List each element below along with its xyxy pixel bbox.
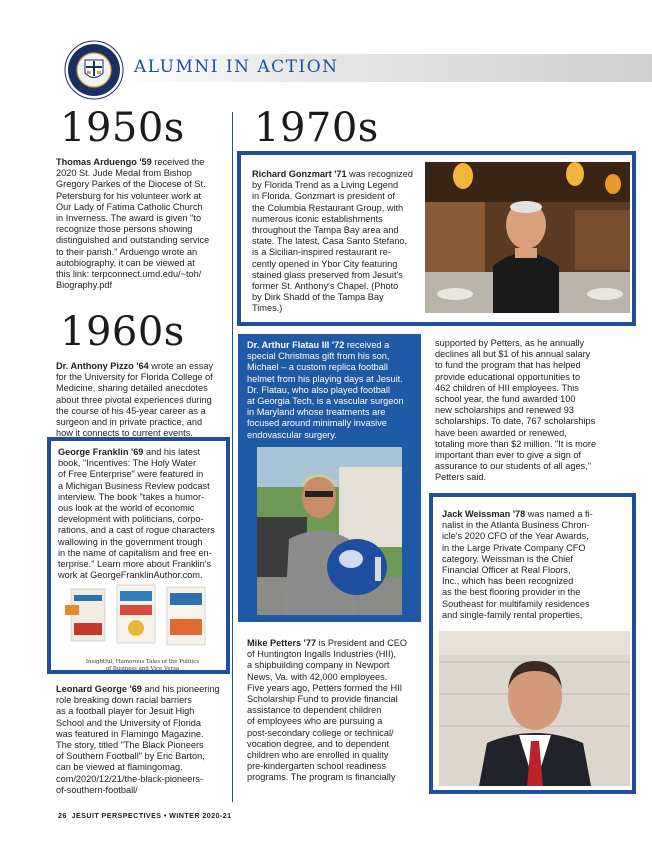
book-covers-image [65,583,215,661]
entry-text: received a special Christmas gift from his son, Michael – a custom replica football helmet from his playing days at Jesuit. Dr. Flatau, who also played football at Georgia Tech, is a vascular surgeon in Maryland whose treatments are focused around minimally invasive endovascular surgery. [247,340,404,440]
flatau-photo [257,447,402,615]
entry-name: Richard Gonzmart '71 [252,169,347,179]
entry-franklin [58,447,226,581]
entry-leonard [56,684,228,796]
decade-heading-1960s: 1960s [60,309,185,355]
entry-name: Dr. Anthony Pizzo '64 [56,361,149,371]
entry-text: was named a fi- nalist in the Atlanta Business Chron- icle's 2020 CFO of the Year Awards, in the Large Private Company CFO category. Weissman is the Chief Financial Officer at Real Floors, Inc., which has been recognized as the best flooring provider in the Southeast for multifamily residences and single-family rental properties, [442,509,593,620]
entry-name: Thomas Arduengo '59 [56,157,152,167]
publication-name: JESUIT PERSPECTIVES • WINTER 2020-21 [71,811,232,820]
entry-petters [247,638,423,784]
entry-pizzo [56,361,228,439]
entry-flatau [247,340,419,441]
entry-name: Jack Weissman '78 [442,509,526,519]
decade-heading-1950s: 1950s [60,105,185,151]
entry-text: received the 2020 St. Jude Medal from Bishop Gregory Parkes of the Diocese of St. Petersburg for his volunteer work at Our Lady of Fatima Catholic Church in Inverness. The award is given "to recognize those persons showing distinguished and outstanding service to their parish." Arduengo wrote an autobiography, it can be viewed at this link: terpconnect.umd.edu/~toh/ Biography.pdf [56,157,210,291]
gonzmart-photo [425,162,630,313]
entry-text: and his pioneering role breaking down racial barriers as a football player for Jesuit High School and the University of Florida was featured in Flamingo Magazine. The story, titled "The Black Pioneers of Southern Football" by Eric Barton, can be viewed at flamingomag. com/2020/12/21/the-black-pioneers- of-southern-football/ [56,684,220,795]
page-number: 26 [58,811,67,820]
weissman-box [429,493,636,794]
entry-text: was recognized by Florida Trend as a Living Legend in Florida. Gonzmart is president of the Columbia Restaurant Group, with numerous iconic establishments throughout the Tampa Bay area and state. The latest, Casa Santo Stefano, is a Sicilian-inspired restaurant re- cently opened in Ybor City featuring stained glass preserved from Jesuit's former St. Anthony's Chapel. (Photo by Dirk Shadd of the Tampa Bay Times.) [252,169,413,314]
decade-heading-1970s: 1970s [254,105,379,151]
flatau-box [238,334,421,622]
column-divider [232,112,233,802]
franklin-box [47,437,230,674]
entry-name: George Franklin '69 [58,447,144,457]
entry-arduengo [56,157,226,291]
weissman-photo [439,631,630,786]
page-footer [58,811,232,820]
entry-weissman [442,509,634,621]
entry-name: Leonard George '69 [56,684,142,694]
entry-text: wrote an essay for the University for Florida College of Medicine, sharing detailed anecdotes about three pivotal experiences during the course of his 45-year career as a surgeon and in private practice, and how it connects to current events. [56,361,214,439]
entry-text: and his latest book, "Incentives: The Holy Water of Free Enterprise" were featured in a Michigan Business Review podcast interview. The book "takes a humor- ous look at the world of economic development with politicians, corpo- rations, and a cast of rogue characters wallowing in the government trough in the name of capitalism and free en- terprise." Learn more about Franklin's work at GeorgeFranklinAuthor.com. [58,447,215,581]
entry-text: is President and CEO of Huntington Ingalls Industries (HII), a shipbuilding company in Newport News, Va. with 42,000 employees. Five years ago, Petters formed the HII Scholarship Fund to provide financial assistance to dependent children of employees who are pursuing a post-secondary college or technical/ vocation degree, and to dependent children who are enrolled in quality pre-kindergarten school readiness programs. The program is financially [247,638,407,783]
entry-petters-continued: supported by Petters, as he annually declines all but $1 of his annual salary to fund the program that has helped provide educational opportunities to 462 children of HII employees. This school year, the fund awarded 100 new scholarships and renewed 93 scholarships. To date, 767 scholarships have been awarded or renewed, totaling more than $2 million. "It is more important than ever to give a sign of assurance to our students of all ages," Petters said. [435,338,597,483]
school-seal-logo [64,40,124,100]
entry-name: Mike Petters '77 [247,638,317,648]
gonzmart-box [237,151,636,326]
section-title: ALUMNI IN ACTION [134,57,339,77]
entry-name: Dr. Arthur Flatau III '72 [247,340,345,350]
entry-gonzmart [252,169,432,315]
book-caption: Insightful, Humorous Tales of the Politics of Business and Vice Versa [85,659,200,672]
